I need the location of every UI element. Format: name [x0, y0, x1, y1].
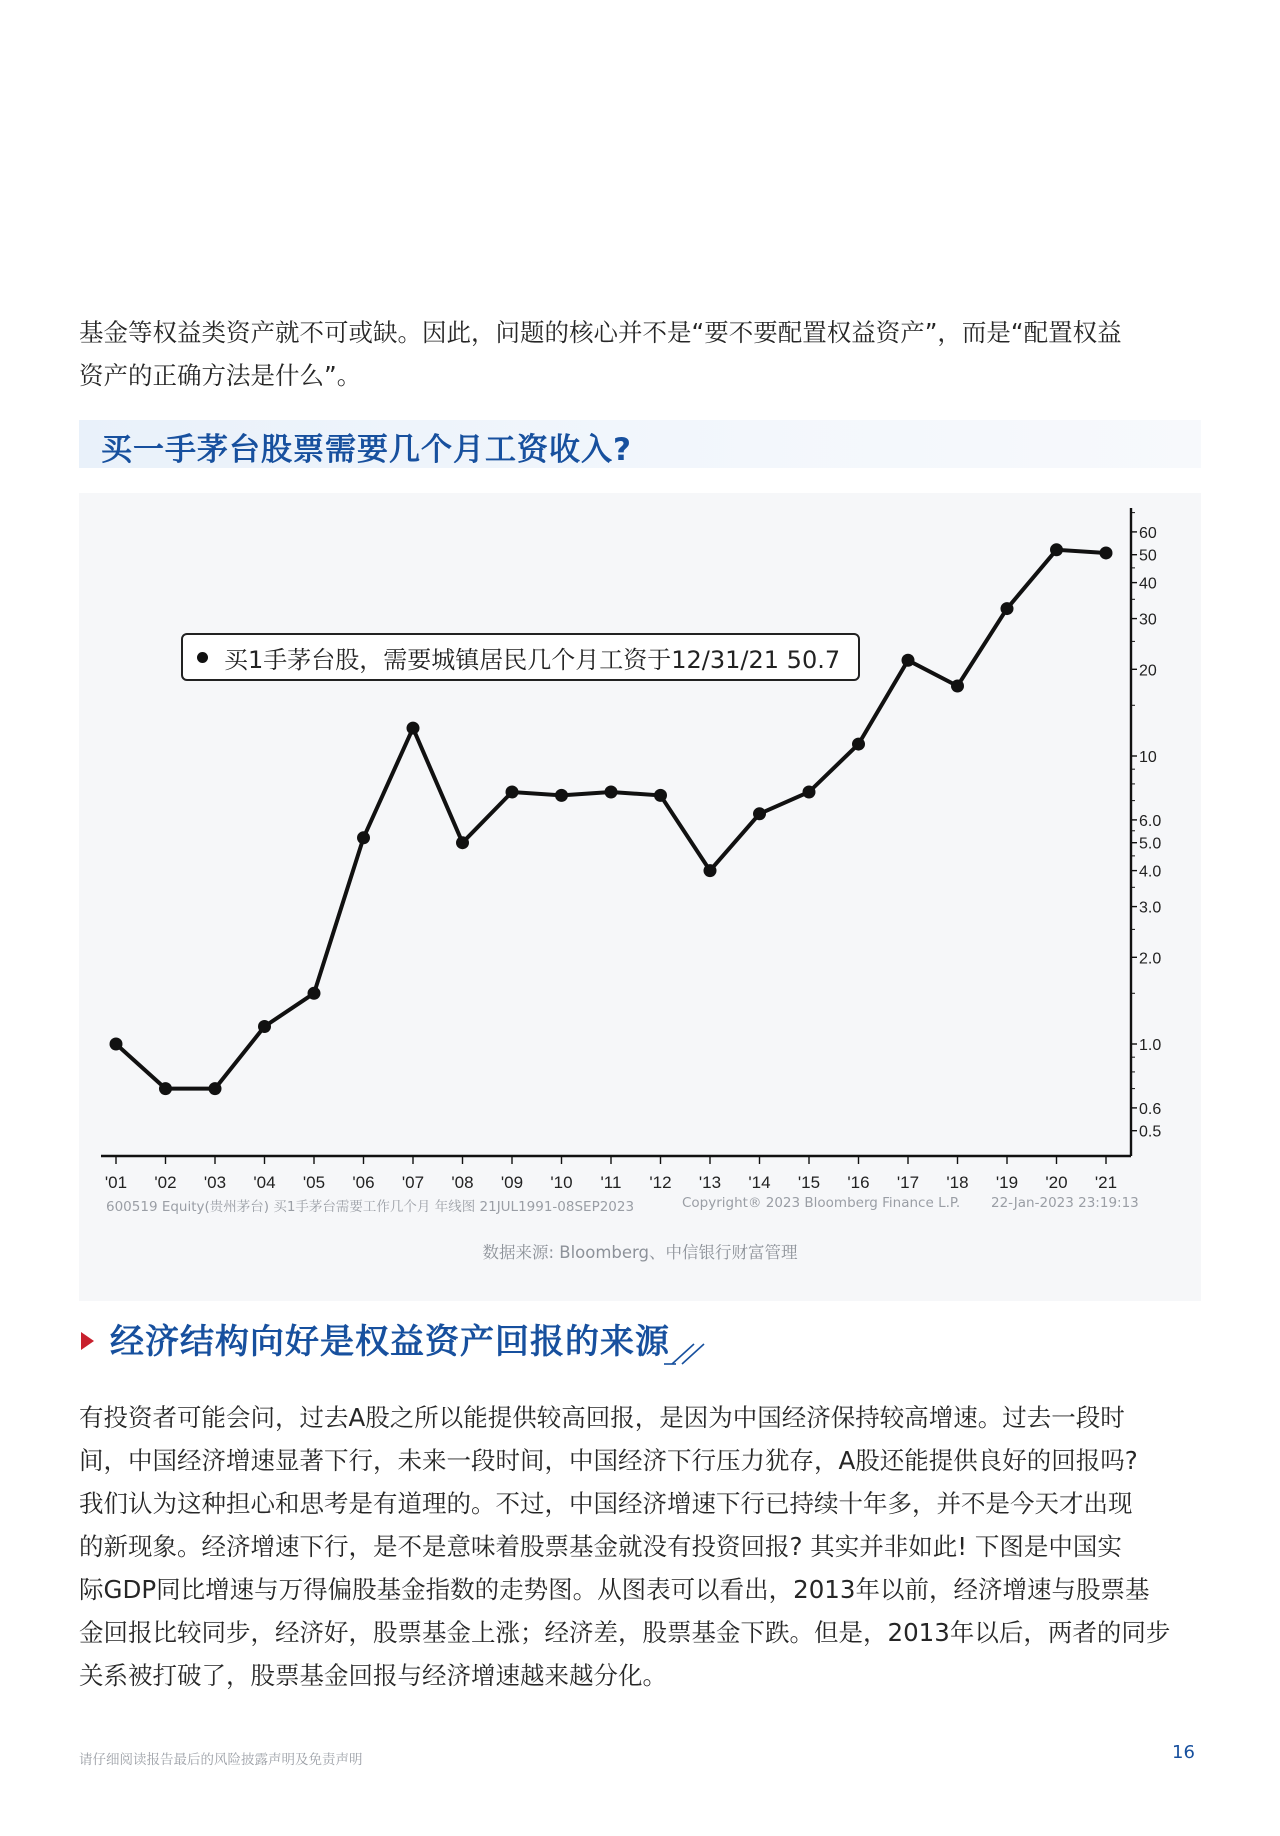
chart-legend [181, 633, 860, 681]
y-tick-label: 3.0 [1139, 899, 1162, 917]
x-tick-label: '10 [550, 1173, 573, 1192]
x-tick-label: '20 [1045, 1173, 1068, 1192]
x-tick-label: '08 [451, 1173, 474, 1192]
legend-label: 买1手茅台股，需要城镇居民几个月工资于12/31/21 50.7 [224, 645, 841, 674]
page-number: 16 [1172, 1742, 1195, 1763]
chart-footnote: 600519 Equity(贵州茅台) 买1手茅台需要工作几个月 年线图 21JUL1991-08SEP2023 [106, 1199, 635, 1215]
y-tick-label: 4.0 [1139, 863, 1162, 881]
body-paragraph [79, 1396, 1201, 1697]
x-tick-label: '01 [104, 1173, 128, 1192]
body-line: 金回报比较同步，经济好，股票基金上涨；经济差，股票基金下跌。但是，2013年以后，两者的同步 [79, 1618, 1171, 1647]
y-axis-ticks [1131, 513, 1161, 1141]
intro-paragraph [79, 311, 1201, 397]
x-tick-label: '03 [203, 1173, 227, 1192]
body-line: 的新现象。经济增速下行，是不是意味着股票基金就没有投资回报? 其实并非如此! 下图是中国实 [79, 1532, 1122, 1561]
y-tick-label: 5.0 [1139, 835, 1162, 853]
chart-axes [101, 508, 1131, 1156]
chart-timestamp: 22-Jan-2023 23:19:13 [991, 1195, 1139, 1211]
x-tick-label: '14 [748, 1173, 771, 1192]
x-tick-label: '05 [302, 1173, 326, 1192]
triangle-marker-icon [81, 1332, 94, 1350]
x-tick-label: '12 [649, 1173, 672, 1192]
chart-copyright: Copyright® 2023 Bloomberg Finance L.P. [682, 1195, 961, 1211]
x-tick-label: '11 [600, 1173, 622, 1192]
section-banner [79, 420, 1201, 468]
x-tick-label: '19 [995, 1173, 1019, 1192]
y-tick-label: 10 [1139, 749, 1157, 766]
section-heading [79, 1312, 719, 1372]
data-point [110, 1038, 123, 1051]
data-point [1001, 602, 1014, 615]
data-point [308, 987, 321, 1000]
body-line: 间，中国经济增速显著下行，未来一段时间，中国经济下行压力犹存，A股还能提供良好的回报吗? [79, 1446, 1138, 1475]
data-point [456, 836, 469, 849]
body-line: 关系被打破了，股票基金回报与经济增速越来越分化。 [79, 1661, 667, 1690]
double-slash-icon [664, 1342, 706, 1366]
series-line [116, 550, 1106, 1089]
series-points [110, 543, 1113, 1095]
x-tick-label: '04 [253, 1173, 276, 1192]
body-line: 有投资者可能会问，过去A股之所以能提供较高回报，是因为中国经济保持较高增速。过去一段时 [79, 1403, 1125, 1432]
data-point [407, 722, 420, 735]
data-point [605, 785, 618, 798]
data-point [555, 789, 568, 802]
x-tick-label: '09 [500, 1173, 524, 1192]
x-tick-label: '07 [401, 1173, 425, 1192]
x-tick-label: '13 [698, 1173, 722, 1192]
data-point [159, 1082, 172, 1095]
x-tick-label: '06 [352, 1173, 375, 1192]
intro-line: 资产的正确方法是什么”。 [79, 361, 362, 390]
y-tick-label: 6.0 [1139, 812, 1162, 830]
section-title: 经济结构向好是权益资产回报的来源 [110, 1322, 670, 1362]
footer-disclaimer: 请仔细阅读报告最后的风险披露声明及免责声明 [79, 1752, 363, 1768]
line-chart [79, 493, 1201, 1301]
chart-section-title: 买一手茅台股票需要几个月工资收入? [101, 432, 632, 468]
y-tick-label: 1.0 [1139, 1037, 1162, 1054]
y-tick-label: 0.6 [1139, 1100, 1162, 1118]
y-tick-label: 2.0 [1139, 950, 1162, 968]
y-tick-label: 60 [1139, 524, 1157, 542]
x-tick-label: '18 [946, 1173, 969, 1192]
legend-marker-icon [197, 652, 208, 663]
data-point [753, 807, 766, 820]
y-tick-label: 20 [1139, 662, 1157, 680]
y-tick-label: 50 [1139, 547, 1157, 565]
data-point [704, 864, 717, 877]
data-point [209, 1082, 222, 1095]
data-point [902, 654, 915, 667]
y-tick-label: 40 [1139, 575, 1157, 593]
data-point [258, 1020, 271, 1033]
y-tick-label: 0.5 [1139, 1123, 1162, 1141]
data-point [357, 831, 370, 844]
data-point [1050, 543, 1063, 556]
x-tick-label: '15 [797, 1173, 821, 1192]
x-tick-label: '17 [896, 1173, 920, 1192]
data-point [951, 680, 964, 693]
y-tick-label: 30 [1139, 611, 1157, 629]
body-line: 际GDP同比增速与万得偏股基金指数的走势图。从图表可以看出，2013年以前，经济增速与股票基 [79, 1575, 1150, 1604]
chart-source: 数据来源: Bloomberg、中信银行财富管理 [482, 1243, 798, 1262]
body-line: 我们认为这种担心和思考是有道理的。不过，中国经济增速下行已持续十年多，并不是今天才出现 [79, 1489, 1133, 1518]
data-point [654, 789, 667, 802]
x-axis-ticks [105, 1156, 1117, 1192]
intro-line: 基金等权益类资产就不可或缺。因此，问题的核心并不是“要不要配置权益资产”，而是“配置权益 [79, 318, 1122, 347]
data-point [852, 738, 865, 751]
x-tick-label: '02 [154, 1173, 177, 1192]
data-point [506, 785, 519, 798]
chart-panel [79, 493, 1201, 1301]
x-tick-label: '16 [847, 1173, 870, 1192]
data-point [1100, 546, 1113, 559]
x-tick-label: '21 [1094, 1173, 1118, 1192]
data-point [803, 785, 816, 798]
